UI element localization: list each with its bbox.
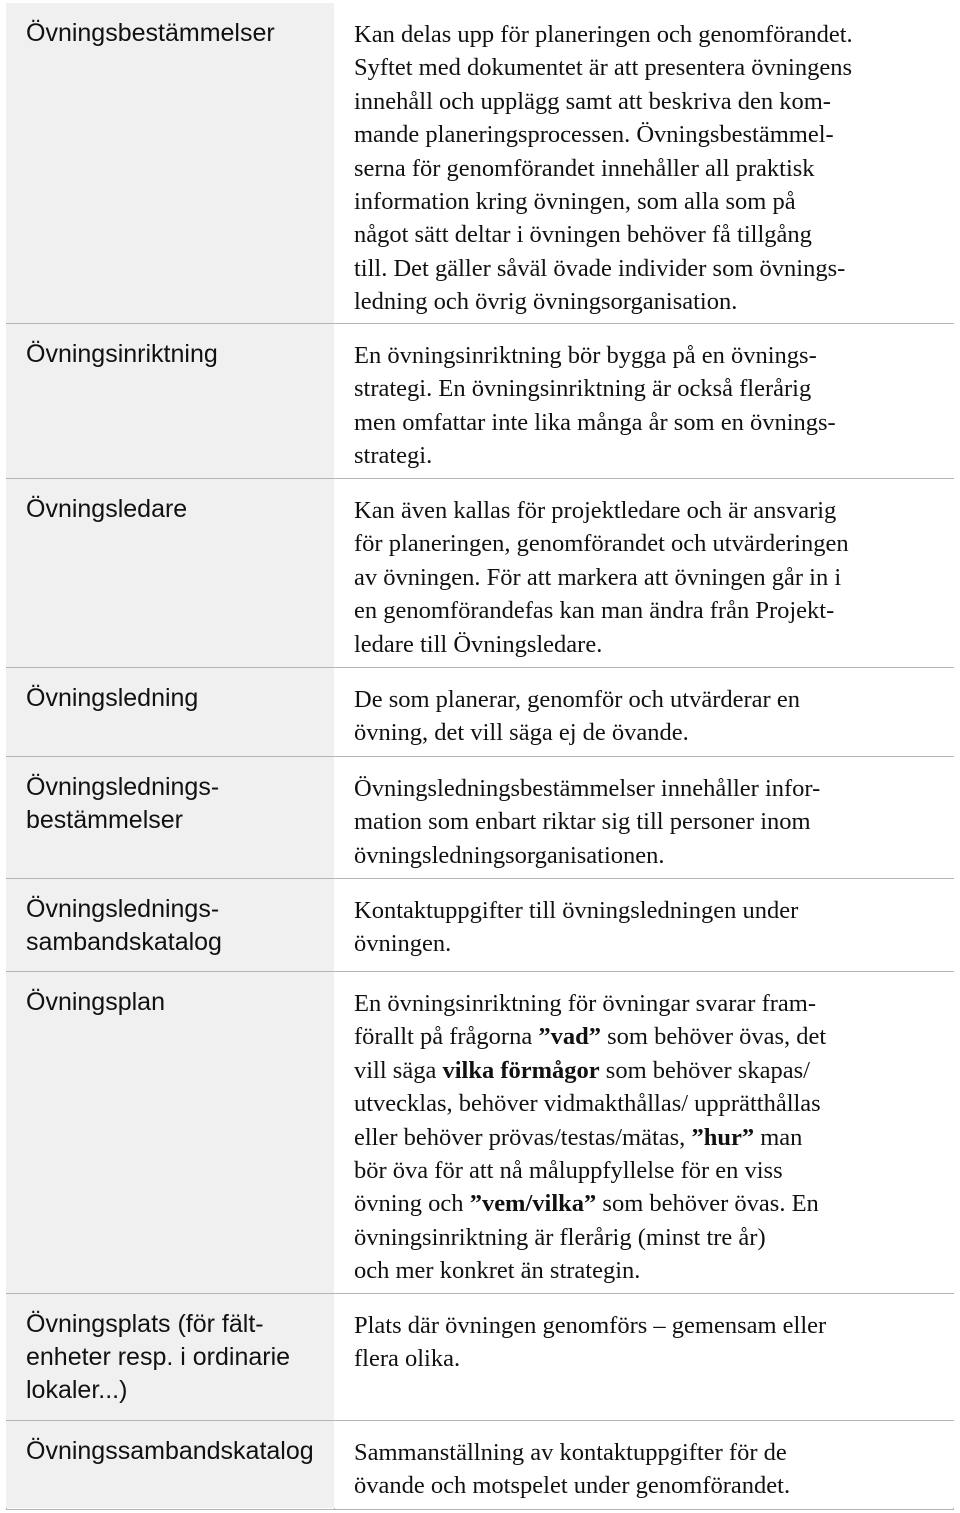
definition-cell [334,1421,954,1508]
table-row [6,479,954,667]
definition-part: man bör öva för att nå måluppfyllelse för en viss övning och [354,1123,803,1218]
term-label: Övningsplan [26,988,165,1016]
definition-text: En övningsinriktning bör bygga på en övnings- strategi. En övningsinriktning är också flerårig men omfattar inte lika många år som en övnings- strategi. [354,342,836,470]
definition-emphasis: ”vem/vilka” [469,1190,597,1218]
term-label: Övningsbestämmelser [26,19,275,47]
term-label: Övningsledare [26,495,188,523]
term-label: Övningslednings- bestämmelser [26,773,220,834]
term-label: Övningsledning [26,684,199,712]
term-cell [6,1294,334,1420]
definition-cell [334,3,954,323]
definition-part: En övningsinriktning för övningar svarar fram- förallt på frågorna [354,990,816,1051]
definition-part: som behöver skapas/ utvecklas, behöver vidmakthållas/ upprätthållas eller behöver prövas/testas/mätas, [354,1056,821,1151]
definition-part: som behöver övas, det vill säga [354,1023,827,1084]
definition-text: Övningsledningsbestämmelser innehåller infor- mation som enbart riktar sig till personer inom övningsledningsorganisationen. [354,775,821,869]
definition-part: som behöver övas. En övningsinriktning är flerårig (minst tre år) och mer konkret än strategin. [354,1190,819,1285]
definition-cell [334,879,954,971]
definition-text: De som planerar, genomför och utvärderar en övning, det vill säga ej de övande. [354,686,800,747]
definition-cell [334,324,954,478]
definition-text [354,987,948,1288]
term-cell [6,324,334,478]
term-cell [6,757,334,878]
definition-cell [334,479,954,667]
term-cell [6,1421,334,1508]
definition-emphasis: ”vad” [538,1023,601,1051]
definition-text: Kontaktuppgifter till övningsledningen under övningen. [354,897,799,958]
term-cell [6,668,334,756]
definition-cell [334,1294,954,1420]
term-label: Övningsplats (för fält- enheter resp. i ordinarie lokaler...) [26,1310,291,1404]
definition-text: Sammanställning av kontaktuppgifter för de övande och motspelet under genomförandet. [354,1439,791,1500]
table-row [6,972,954,1293]
table-row [6,1294,954,1420]
table-row [6,757,954,878]
term-label: Övningsinriktning [26,340,218,368]
term-label: Övningssambandskatalog [26,1437,314,1465]
definition-text: Kan även kallas för projektledare och är ansvarig för planeringen, genomförandet och utvärderingen av övningen. För att markera att övningen går in i en genomförandefas kan man ändra från Projekt- ledare till Övningsledare. [354,497,849,658]
definition-emphasis: ”hur” [691,1123,755,1151]
table-row [6,668,954,756]
table-row [6,1421,954,1508]
table-row [6,324,954,478]
term-cell [6,479,334,667]
term-cell [6,3,334,323]
term-label: Övningslednings- sambandskatalog [26,895,222,956]
table-row [6,3,954,323]
term-cell [6,879,334,971]
definition-text: Kan delas upp för planeringen och genomförandet. Syftet med dokumentet är att presentera övningens innehåll och upplägg samt att beskriva den kom- mande planeringsprocessen. Övningsbestämmel- serna för genomförandet innehåller all praktisk information kring övningen, som alla som på något sätt deltar i övningen behöver få tillgång till. Det gäller såväl övade individer som övnings- ledning och övrig övningsorganisation. [354,21,853,316]
definition-text: Plats där övningen genomförs – gemensam eller flera olika. [354,1312,827,1373]
definition-cell [334,972,954,1293]
term-cell [6,972,334,1293]
definition-emphasis: vilka förmågor [442,1056,600,1084]
definition-cell [334,668,954,756]
definition-cell [334,757,954,878]
table-row [6,879,954,971]
